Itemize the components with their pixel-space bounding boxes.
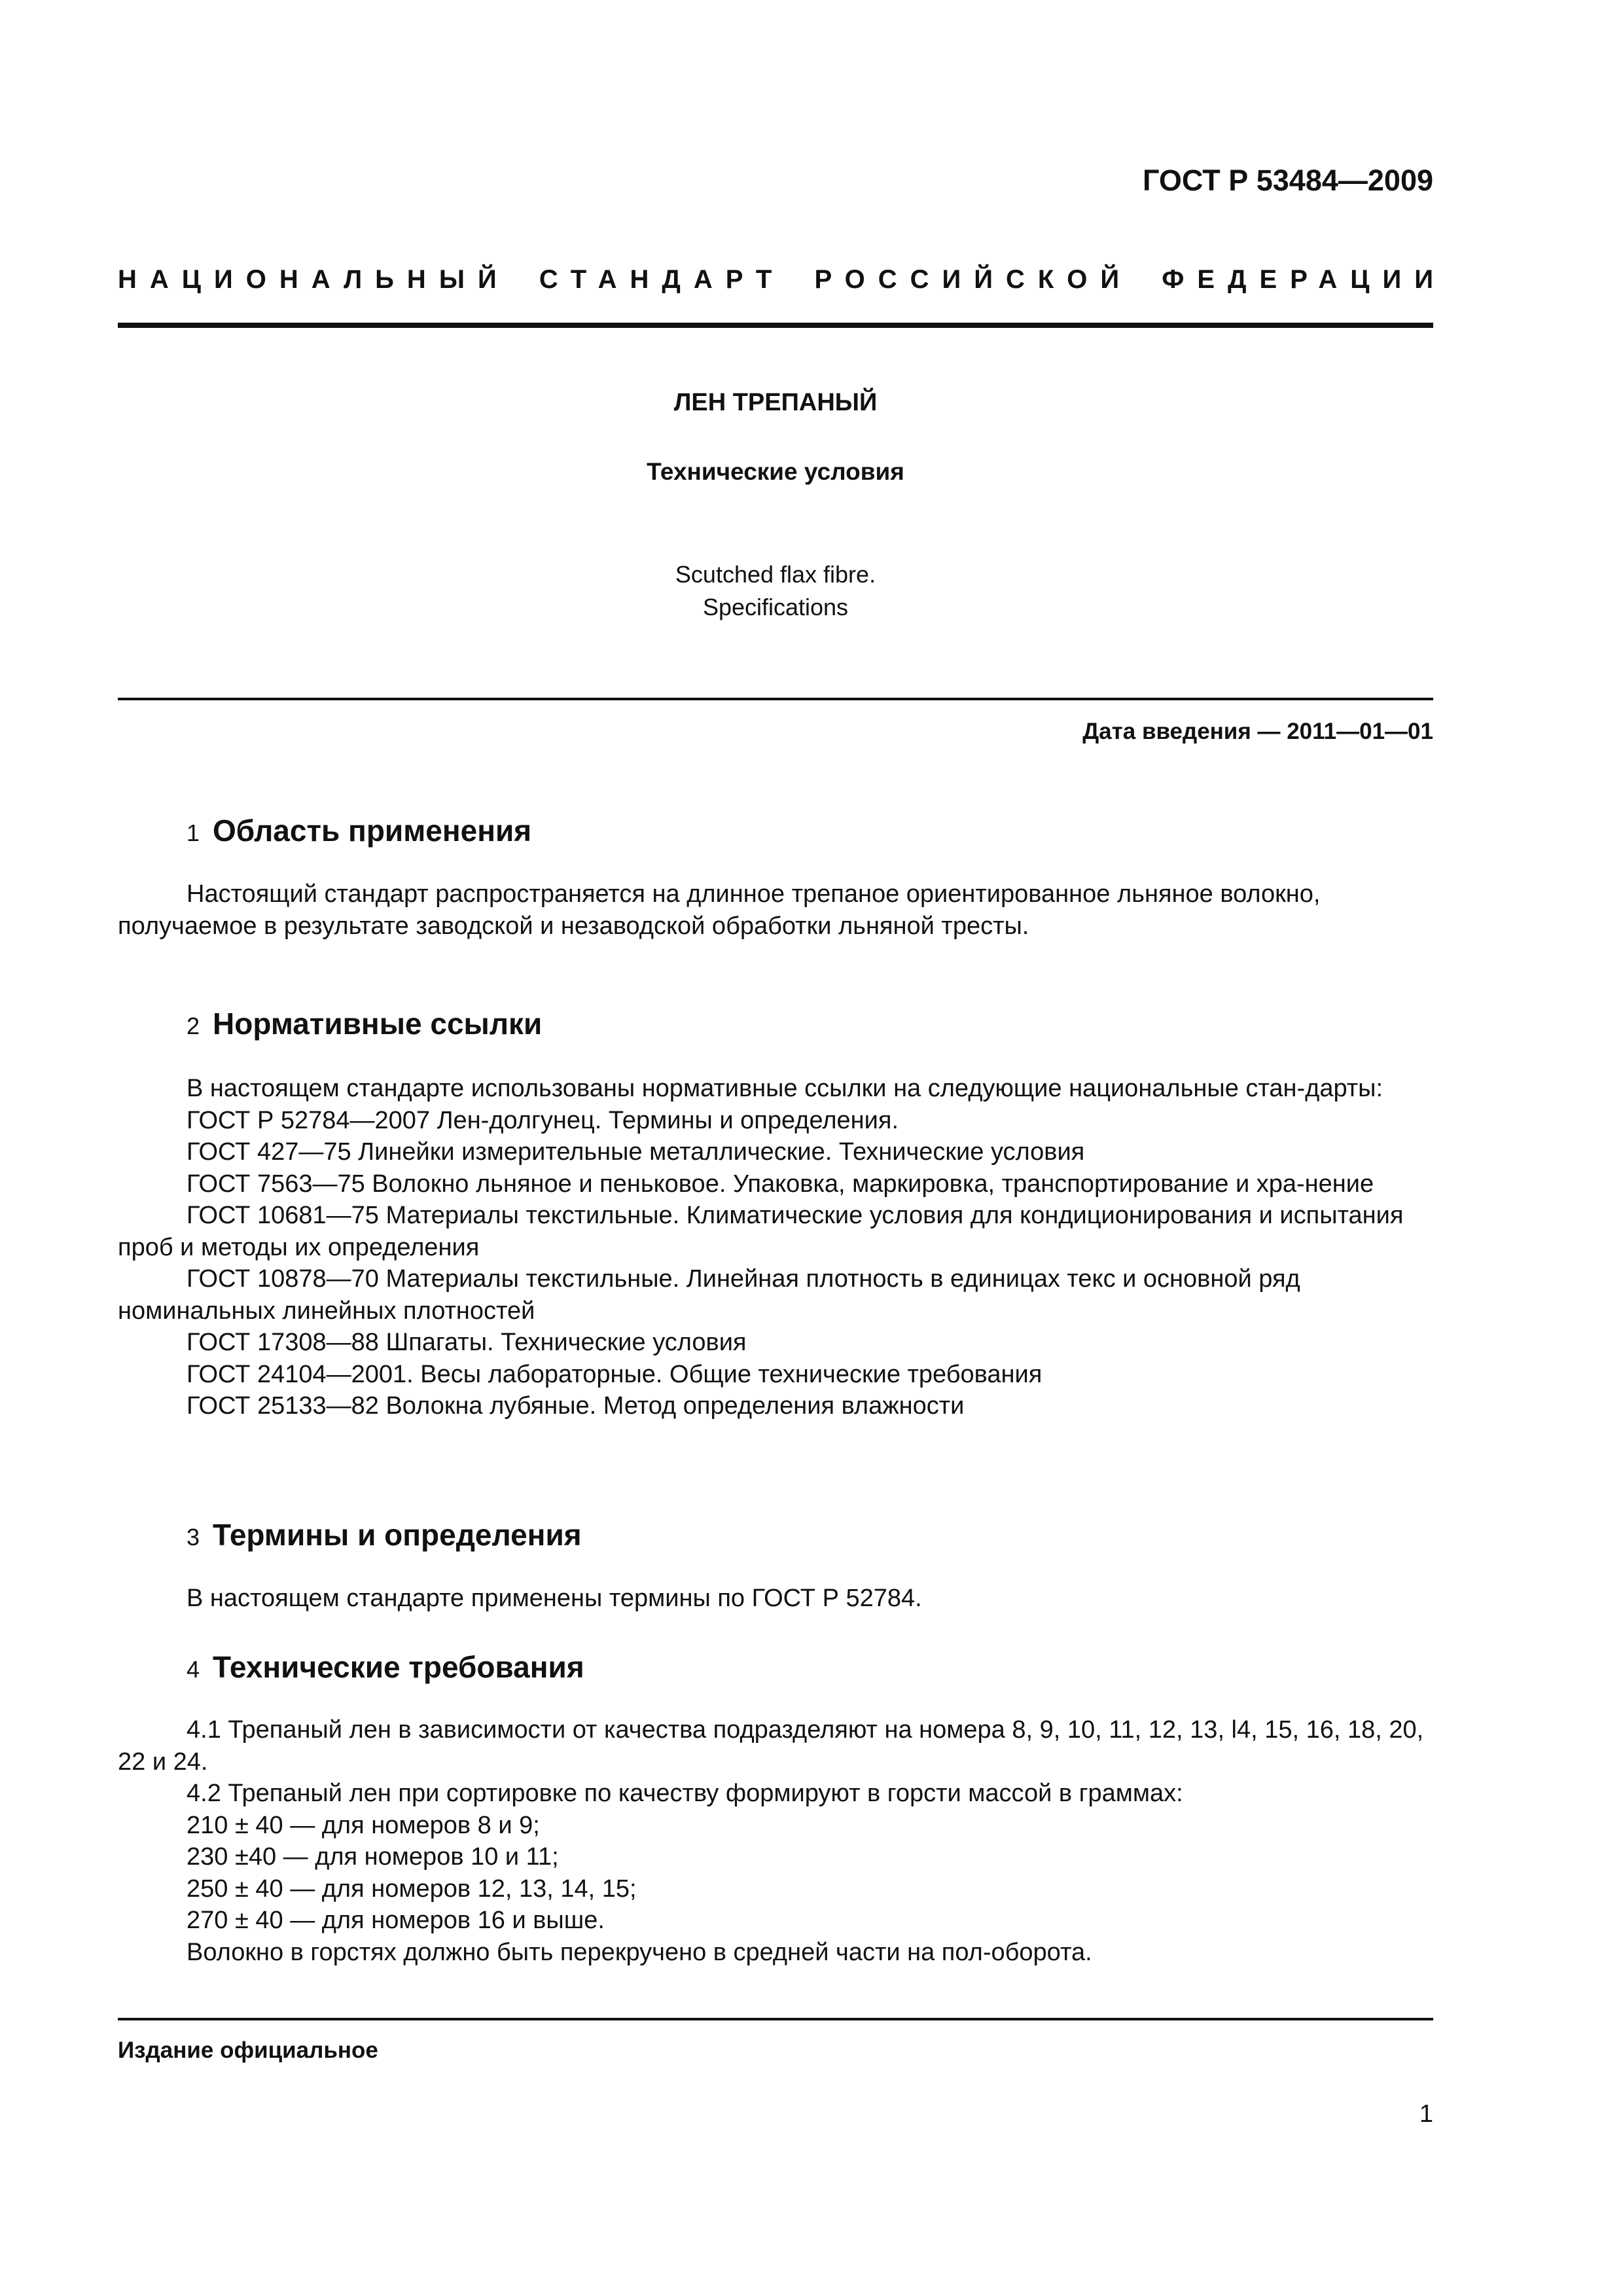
reference-item: ГОСТ 10878—70 Материалы текстильные. Линейная плотность в единицах текс и основной ряд номинальных линейных плотностей	[118, 1265, 1300, 1325]
introduction-date: Дата введения — 2011—01—01	[1082, 719, 1433, 744]
section-number: 3	[187, 1524, 200, 1551]
standard-title: ЛЕН ТРЕПАНЫЙ	[673, 389, 878, 416]
page-number: 1	[1419, 2100, 1433, 2128]
reference-item: ГОСТ 25133—82 Волокна лубяные. Метод определения влажности	[187, 1392, 965, 1420]
section-title: Область применения	[213, 814, 532, 848]
footer-divider	[118, 2018, 1433, 2020]
section-title: Технические требования	[213, 1650, 584, 1684]
standard-subtitle: Технические условия	[647, 458, 904, 485]
mass-item: 230 ±40 — для номеров 10 и 11;	[187, 1843, 559, 1871]
english-title	[118, 558, 1433, 624]
paragraph: В настоящем стандарте применены термины по ГОСТ Р 52784.	[187, 1585, 922, 1612]
paragraph: Волокно в горстях должно быть перекручено в средней части на пол-оборота.	[187, 1938, 1092, 1966]
banner-word: ФЕДЕРАЦИИ	[1162, 265, 1446, 294]
section-number: 1	[187, 819, 200, 846]
clause: 4.2 Трепаный лен при сортировке по качеству формируют в горсти массой в граммах:	[187, 1780, 1183, 1807]
banner-word: РОССИЙСКОЙ	[814, 265, 1133, 294]
reference-item: ГОСТ 427—75 Линейки измерительные металлические. Технические условия	[187, 1138, 1085, 1166]
reference-item: ГОСТ 17308—88 Шпагаты. Технические условия	[187, 1329, 747, 1356]
paragraph: В настоящем стандарте использованы нормативные ссылки на следующие национальные стан-дарты:	[187, 1075, 1383, 1102]
section-number: 4	[187, 1656, 200, 1683]
reference-item: ГОСТ Р 52784—2007 Лен-долгунец. Термины и определения.	[187, 1106, 899, 1134]
reference-item: ГОСТ 7563—75 Волокно льняное и пеньковое. Упаковка, маркировка, транспортирование и хра-нение	[187, 1170, 1374, 1198]
reference-item: ГОСТ 10681—75 Материалы текстильные. Климатические условия для кондиционирования и испытания проб и методы их определения	[118, 1202, 1404, 1261]
paragraph: Настоящий стандарт распространяется на длинное трепаное ориентированное льняное волокно, получаемое в результате заводской и незаводской обработки льняной тресты.	[118, 880, 1321, 940]
section-body	[118, 1583, 1433, 1615]
section-body	[118, 878, 1433, 942]
section-number: 2	[187, 1013, 200, 1039]
national-standard-banner	[118, 265, 1446, 295]
mass-item: 270 ± 40 — для номеров 16 и выше.	[187, 1907, 605, 1934]
banner-word: СТАНДАРТ	[539, 265, 785, 294]
section-body	[118, 1073, 1433, 1422]
english-title-line: Scutched flax fibre.	[675, 561, 876, 588]
mass-item: 250 ± 40 — для номеров 12, 13, 14, 15;	[187, 1874, 637, 1903]
section-body	[118, 1714, 1433, 1968]
english-title-line: Specifications	[702, 594, 849, 620]
gost-number: ГОСТ Р 53484—2009	[1142, 164, 1433, 197]
official-edition-label: Издание официальное	[118, 2037, 378, 2063]
section-title: Термины и определения	[213, 1518, 582, 1552]
section-title: Нормативные ссылки	[213, 1007, 543, 1041]
clause: 4.1 Трепаный лен в зависимости от качества подразделяют на номера 8, 9, 10, 11, 12, 13, l4, 15, 16, 18, 20, 22 и 24.	[118, 1716, 1424, 1776]
header-divider	[118, 323, 1433, 328]
banner-word: НАЦИОНАЛЬНЫЙ	[118, 265, 510, 294]
section-heading	[187, 1006, 542, 1041]
mass-item: 210 ± 40 — для номеров 8 и 9;	[187, 1811, 540, 1839]
document-page	[118, 0, 1446, 2296]
section-heading	[187, 813, 531, 848]
section-heading	[187, 1649, 584, 1685]
section-heading	[187, 1517, 582, 1552]
title-divider	[118, 698, 1433, 700]
reference-item: ГОСТ 24104—2001. Весы лабораторные. Общие технические требования	[187, 1360, 1043, 1388]
